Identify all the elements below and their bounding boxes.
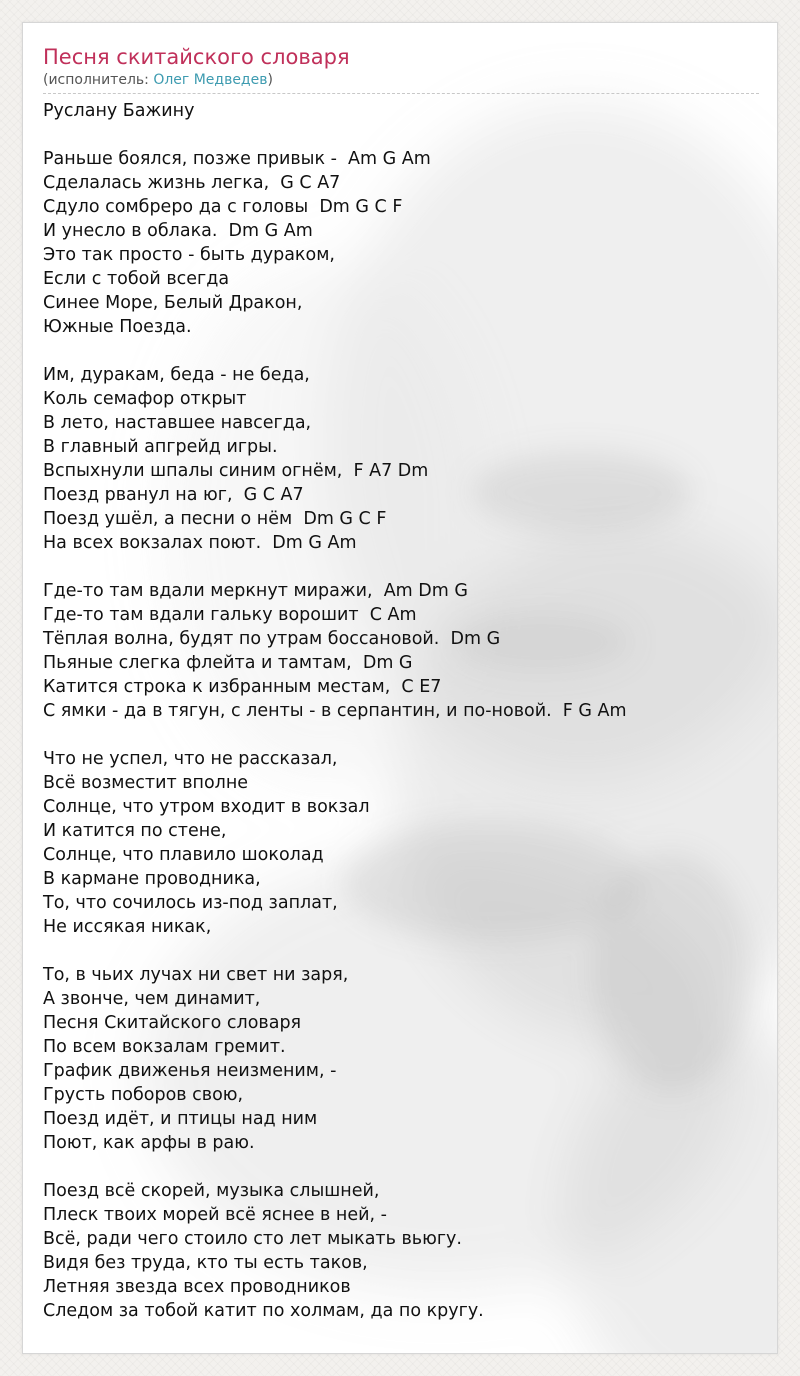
lyric-line: Плеск твоих морей всё яснее в ней, - bbox=[43, 1205, 387, 1225]
lyric-line: А звонче, чем динамит, bbox=[43, 989, 261, 1009]
performer-suffix: ) bbox=[267, 72, 273, 88]
lyric-line: Солнце, что утром входит в вокзал bbox=[43, 797, 370, 817]
blank-line bbox=[43, 555, 759, 579]
lyric-line: Синее Море, Белый Дракон, bbox=[43, 293, 303, 313]
lyric-line: Летняя звезда всех проводников bbox=[43, 1277, 351, 1297]
lyric-line: На всех вокзалах поют. Dm G Am bbox=[43, 533, 357, 553]
lyric-line: Поезд ушёл, а песни о нём Dm G C F bbox=[43, 509, 387, 529]
lyric-line: И унесло в облака. Dm G Am bbox=[43, 221, 313, 241]
performer-prefix: (исполнитель: bbox=[43, 72, 154, 88]
lyric-line: Где-то там вдали меркнут миражи, Am Dm G bbox=[43, 581, 468, 601]
lyric-line: Сдуло сомбреро да с головы Dm G C F bbox=[43, 197, 403, 217]
blank-line bbox=[43, 339, 759, 363]
lyric-line: То, в чьих лучах ни свет ни заря, bbox=[43, 965, 349, 985]
performer-line bbox=[43, 71, 759, 89]
lyric-line: По всем вокзалам гремит. bbox=[43, 1037, 286, 1057]
lyric-line: Что не успел, что не рассказал, bbox=[43, 749, 338, 769]
lyric-line: В главный апгрейд игры. bbox=[43, 437, 278, 457]
lyric-line: Катится строка к избранным местам, C E7 bbox=[43, 677, 442, 697]
song-header bbox=[43, 43, 759, 94]
lyric-line: То, что сочилось из-под заплат, bbox=[43, 893, 338, 913]
lyric-line: Грусть поборов свою, bbox=[43, 1085, 244, 1105]
lyric-line: Поезд идёт, и птицы над ним bbox=[43, 1109, 318, 1129]
lyric-line: Руслану Бажину bbox=[43, 101, 195, 121]
blank-line bbox=[43, 1155, 759, 1179]
lyric-line: Им, дуракам, беда - не беда, bbox=[43, 365, 310, 385]
lyric-line: Видя без труда, кто ты есть таков, bbox=[43, 1253, 368, 1273]
lyric-line: Всё возместит вполне bbox=[43, 773, 249, 793]
lyric-line: Поезд рванул на юг, G C A7 bbox=[43, 485, 304, 505]
lyric-line: В кармане проводника, bbox=[43, 869, 261, 889]
lyric-line: Следом за тобой катит по холмам, да по кругу. bbox=[43, 1301, 484, 1321]
performer-link[interactable]: Олег Медведев bbox=[153, 72, 268, 88]
lyric-line: Коль семафор открыт bbox=[43, 389, 247, 409]
lyric-line: Вспыхнули шпалы синим огнём, F A7 Dm bbox=[43, 461, 429, 481]
blank-line bbox=[43, 939, 759, 963]
lyric-line: Это так просто - быть дураком, bbox=[43, 245, 335, 265]
lyric-line: Пьяные слегка флейта и тамтам, Dm G bbox=[43, 653, 413, 673]
lyric-line: Тёплая волна, будят по утрам боссановой. Dm G bbox=[43, 629, 501, 649]
lyric-line: И катится по стене, bbox=[43, 821, 227, 841]
lyric-line: График движенья неизменим, - bbox=[43, 1061, 337, 1081]
lyric-line: С ямки - да в тягун, с ленты - в серпантин, и по-новой. F G Am bbox=[43, 701, 627, 721]
lyric-line: Поезд всё скорей, музыка слышней, bbox=[43, 1181, 380, 1201]
lyric-line: В лето, наставшее навсегда, bbox=[43, 413, 312, 433]
lyric-line: Не иссякая никак, bbox=[43, 917, 212, 937]
lyric-line: Раньше боялся, позже привык - Am G Am bbox=[43, 149, 431, 169]
lyric-line: Песня Скитайского словаря bbox=[43, 1013, 302, 1033]
lyric-line: Всё, ради чего стоило сто лет мыкать вьюгу. bbox=[43, 1229, 462, 1249]
lyric-line: Поют, как арфы в раю. bbox=[43, 1133, 255, 1153]
lyric-line: Сделалась жизнь легка, G C A7 bbox=[43, 173, 341, 193]
lyric-line: Если с тобой всегда bbox=[43, 269, 230, 289]
lyric-line: Солнце, что плавило шоколад bbox=[43, 845, 324, 865]
blank-line bbox=[43, 723, 759, 747]
song-title: Песня скитайского словаря bbox=[43, 45, 350, 69]
blank-line bbox=[43, 123, 759, 147]
lyrics-text bbox=[43, 99, 759, 1323]
lyrics-card bbox=[22, 22, 778, 1354]
lyric-line: Южные Поезда. bbox=[43, 317, 192, 337]
lyric-line: Где-то там вдали гальку ворошит C Am bbox=[43, 605, 417, 625]
